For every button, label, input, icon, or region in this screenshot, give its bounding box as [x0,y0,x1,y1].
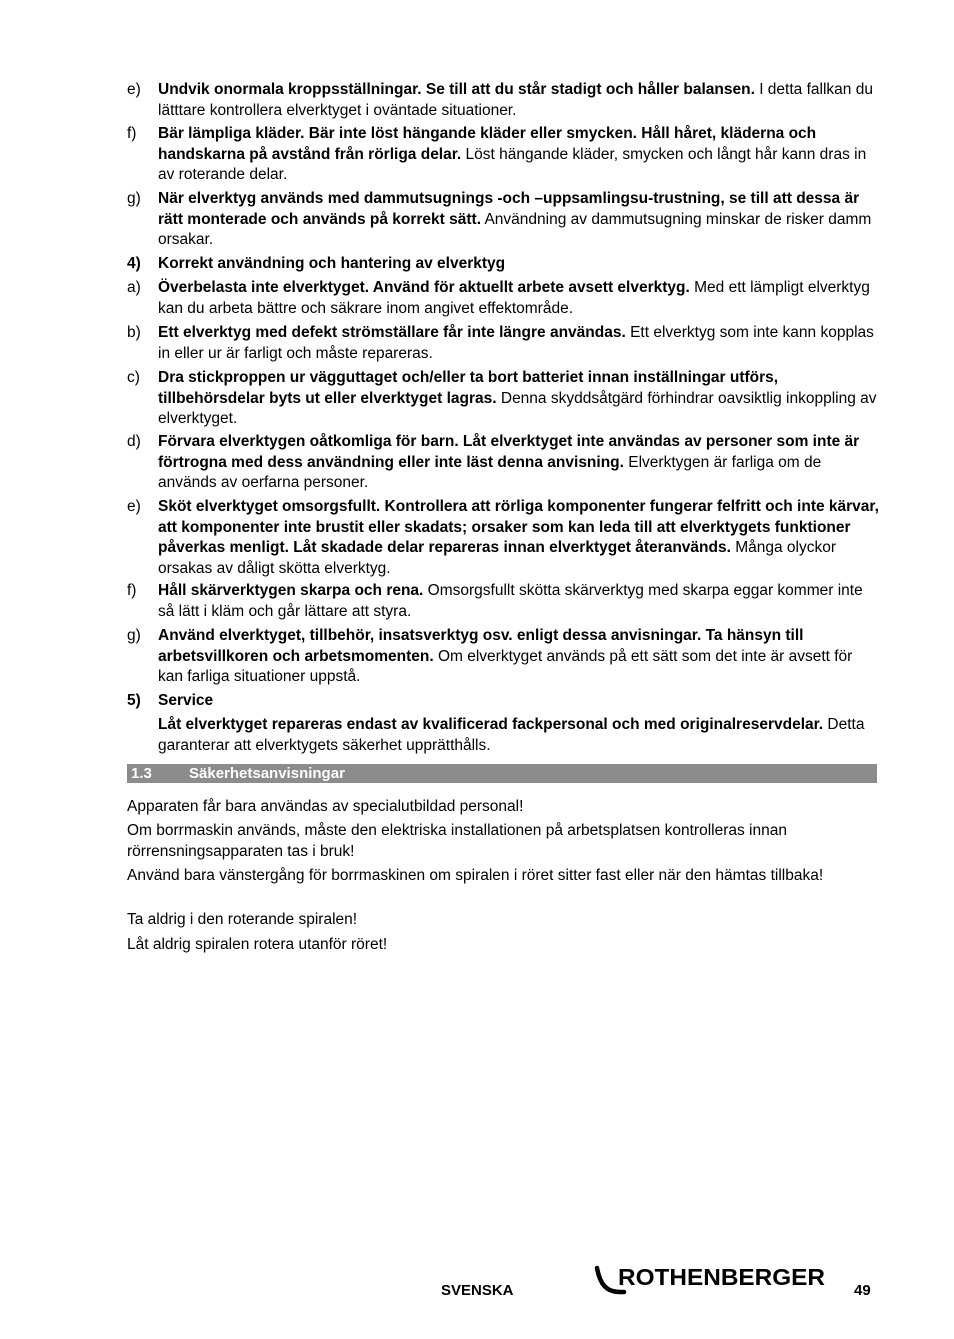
brand-name: ROTHENBERGER [618,1264,826,1290]
item-heading: Korrekt användning och hantering av elverktyg [158,255,506,272]
list-item [127,626,879,688]
list-item [127,581,879,622]
paragraph: Låt aldrig spiralen rotera utanför röret! [127,936,388,953]
item-heading: Använd elverktyget, tillbehör, insatsverktyg osv. enligt dessa anvisningar. Ta hänsyn till arbetsvillkoren och arbetsmomenten. [158,627,804,665]
item-heading: Sköt elverktyget omsorgsfullt. Kontrollera att rörliga komponenter fungerar felfritt och inte kärvar, att komponenter inte brustit eller skadats; orsaker som kan leda till att elverktygets funktioner påverkas menligt. Låt skadade delar repareras innan elverktyget återanvänds. [158,498,879,556]
item-label: 4) [127,255,141,272]
section-title: Säkerhetsanvisningar [189,765,345,782]
list-item [127,497,879,579]
list-item [127,323,879,364]
item-heading: Service [158,692,214,709]
item-label: e) [127,81,141,98]
item-heading: Undvik onormala kroppsställningar. Se till att du står stadigt och håller balansen. [158,81,755,98]
item-text: Många olyckor orsakas av dåligt skötta elverktyg. [158,539,837,577]
item-heading: Överbelasta inte elverktyget. Använd för aktuellt arbete avsett elverktyg. [158,279,690,296]
item-label: g) [127,190,141,207]
item-heading: Förvara elverktygen oåtkomliga för barn. Låt elverktyget inte användas av personer som inte är förtrogna med dess användning eller inte läst denna anvisning. [158,433,860,471]
item-text: Ett elverktyg som inte kann kopplas in eller ur är farligt och måste repareras. [158,324,874,362]
item-label: a) [127,279,141,296]
list-item [127,715,879,756]
item-heading: Bär lämpliga kläder. Bär inte löst hängande kläder eller smycken. Håll håret, kläderna och handskarna på avstånd från rörliga delar. [158,125,817,163]
item-label: e) [127,498,141,515]
item-label: f) [127,582,137,599]
item-label: 5) [127,692,141,709]
item-text: Om elverktyget används på ett sätt som det inte är avsett för kan farliga situationer uppstå. [158,647,853,685]
item-label: g) [127,627,141,644]
item-text: I detta fallkan du lätttare kontrollera elverktyget i oväntade situationer. [158,81,873,119]
item-text: Denna skyddsåtgärd förhindrar oavsiktlig inkoppling av elverktyget. [158,389,877,427]
list-item [127,80,879,121]
item-text: Detta garanterar att elverktygets säkerhet upprätthålls. [158,716,865,754]
paragraph: Apparaten får bara användas av specialutbildad personal! [127,798,524,815]
list-heading [127,254,879,275]
item-text: Med ett lämpligt elverktyg kan du arbeta bättre och säkrare inom angivet effektområde. [158,279,870,317]
section-number: 1.3 [131,765,152,782]
list-item [127,278,879,319]
item-label: b) [127,324,141,341]
item-text: Omsorgsfullt skötta skärverktyg med skarpa eggar kommer inte så lätt i kläm och går lättare att styra. [158,582,863,620]
item-heading: Låt elverktyget repareras endast av kvalificerad fackpersonal och med originalreservdelar. [158,716,824,733]
paragraph: Om borrmaskin används, måste den elektriska installationen på arbetsplatsen kontrolleras innan rörrensningsapparaten tas i bruk! [127,822,787,860]
list-item [127,432,879,494]
item-heading: När elverktyg används med dammutsugnings -och –uppsamlingsu-trustning, se till att dessa är rätt monterade och används på korrekt sätt. [158,190,860,228]
paragraph: Ta aldrig i den roterande spiralen! [127,911,358,928]
list-item [127,368,879,430]
item-label: c) [127,369,140,386]
page-number: 49 [854,1282,871,1299]
item-label: f) [127,125,137,142]
footer-language: SVENSKA [441,1282,514,1299]
list-item [127,124,879,186]
paragraph: Använd bara vänstergång för borrmaskinen om spiralen i röret sitter fast eller när den hämtas tillbaka! [127,867,824,884]
item-text: Användning av dammutsugning minskar de risker damm orsakar. [158,210,872,248]
item-text: Elverktygen är farliga om de används av oerfarna personer. [158,453,822,491]
brand-logo [594,1262,830,1298]
item-label: d) [127,433,141,450]
item-heading: Ett elverktyg med defekt strömställare får inte längre användas. [158,324,626,341]
item-heading: Håll skärverktygen skarpa och rena. [158,582,424,599]
list-item [127,189,879,251]
item-heading: Dra stickproppen ur vägguttaget och/eller ta bort batteriet innan inställningar utförs, tillbehörsdelar byts ut eller elverktyget lagras. [158,369,779,407]
list-heading [127,691,879,712]
item-text: Löst hängande kläder, smycken och långt hår kann dras in av roterande delar. [158,145,867,183]
section-heading [127,764,877,783]
